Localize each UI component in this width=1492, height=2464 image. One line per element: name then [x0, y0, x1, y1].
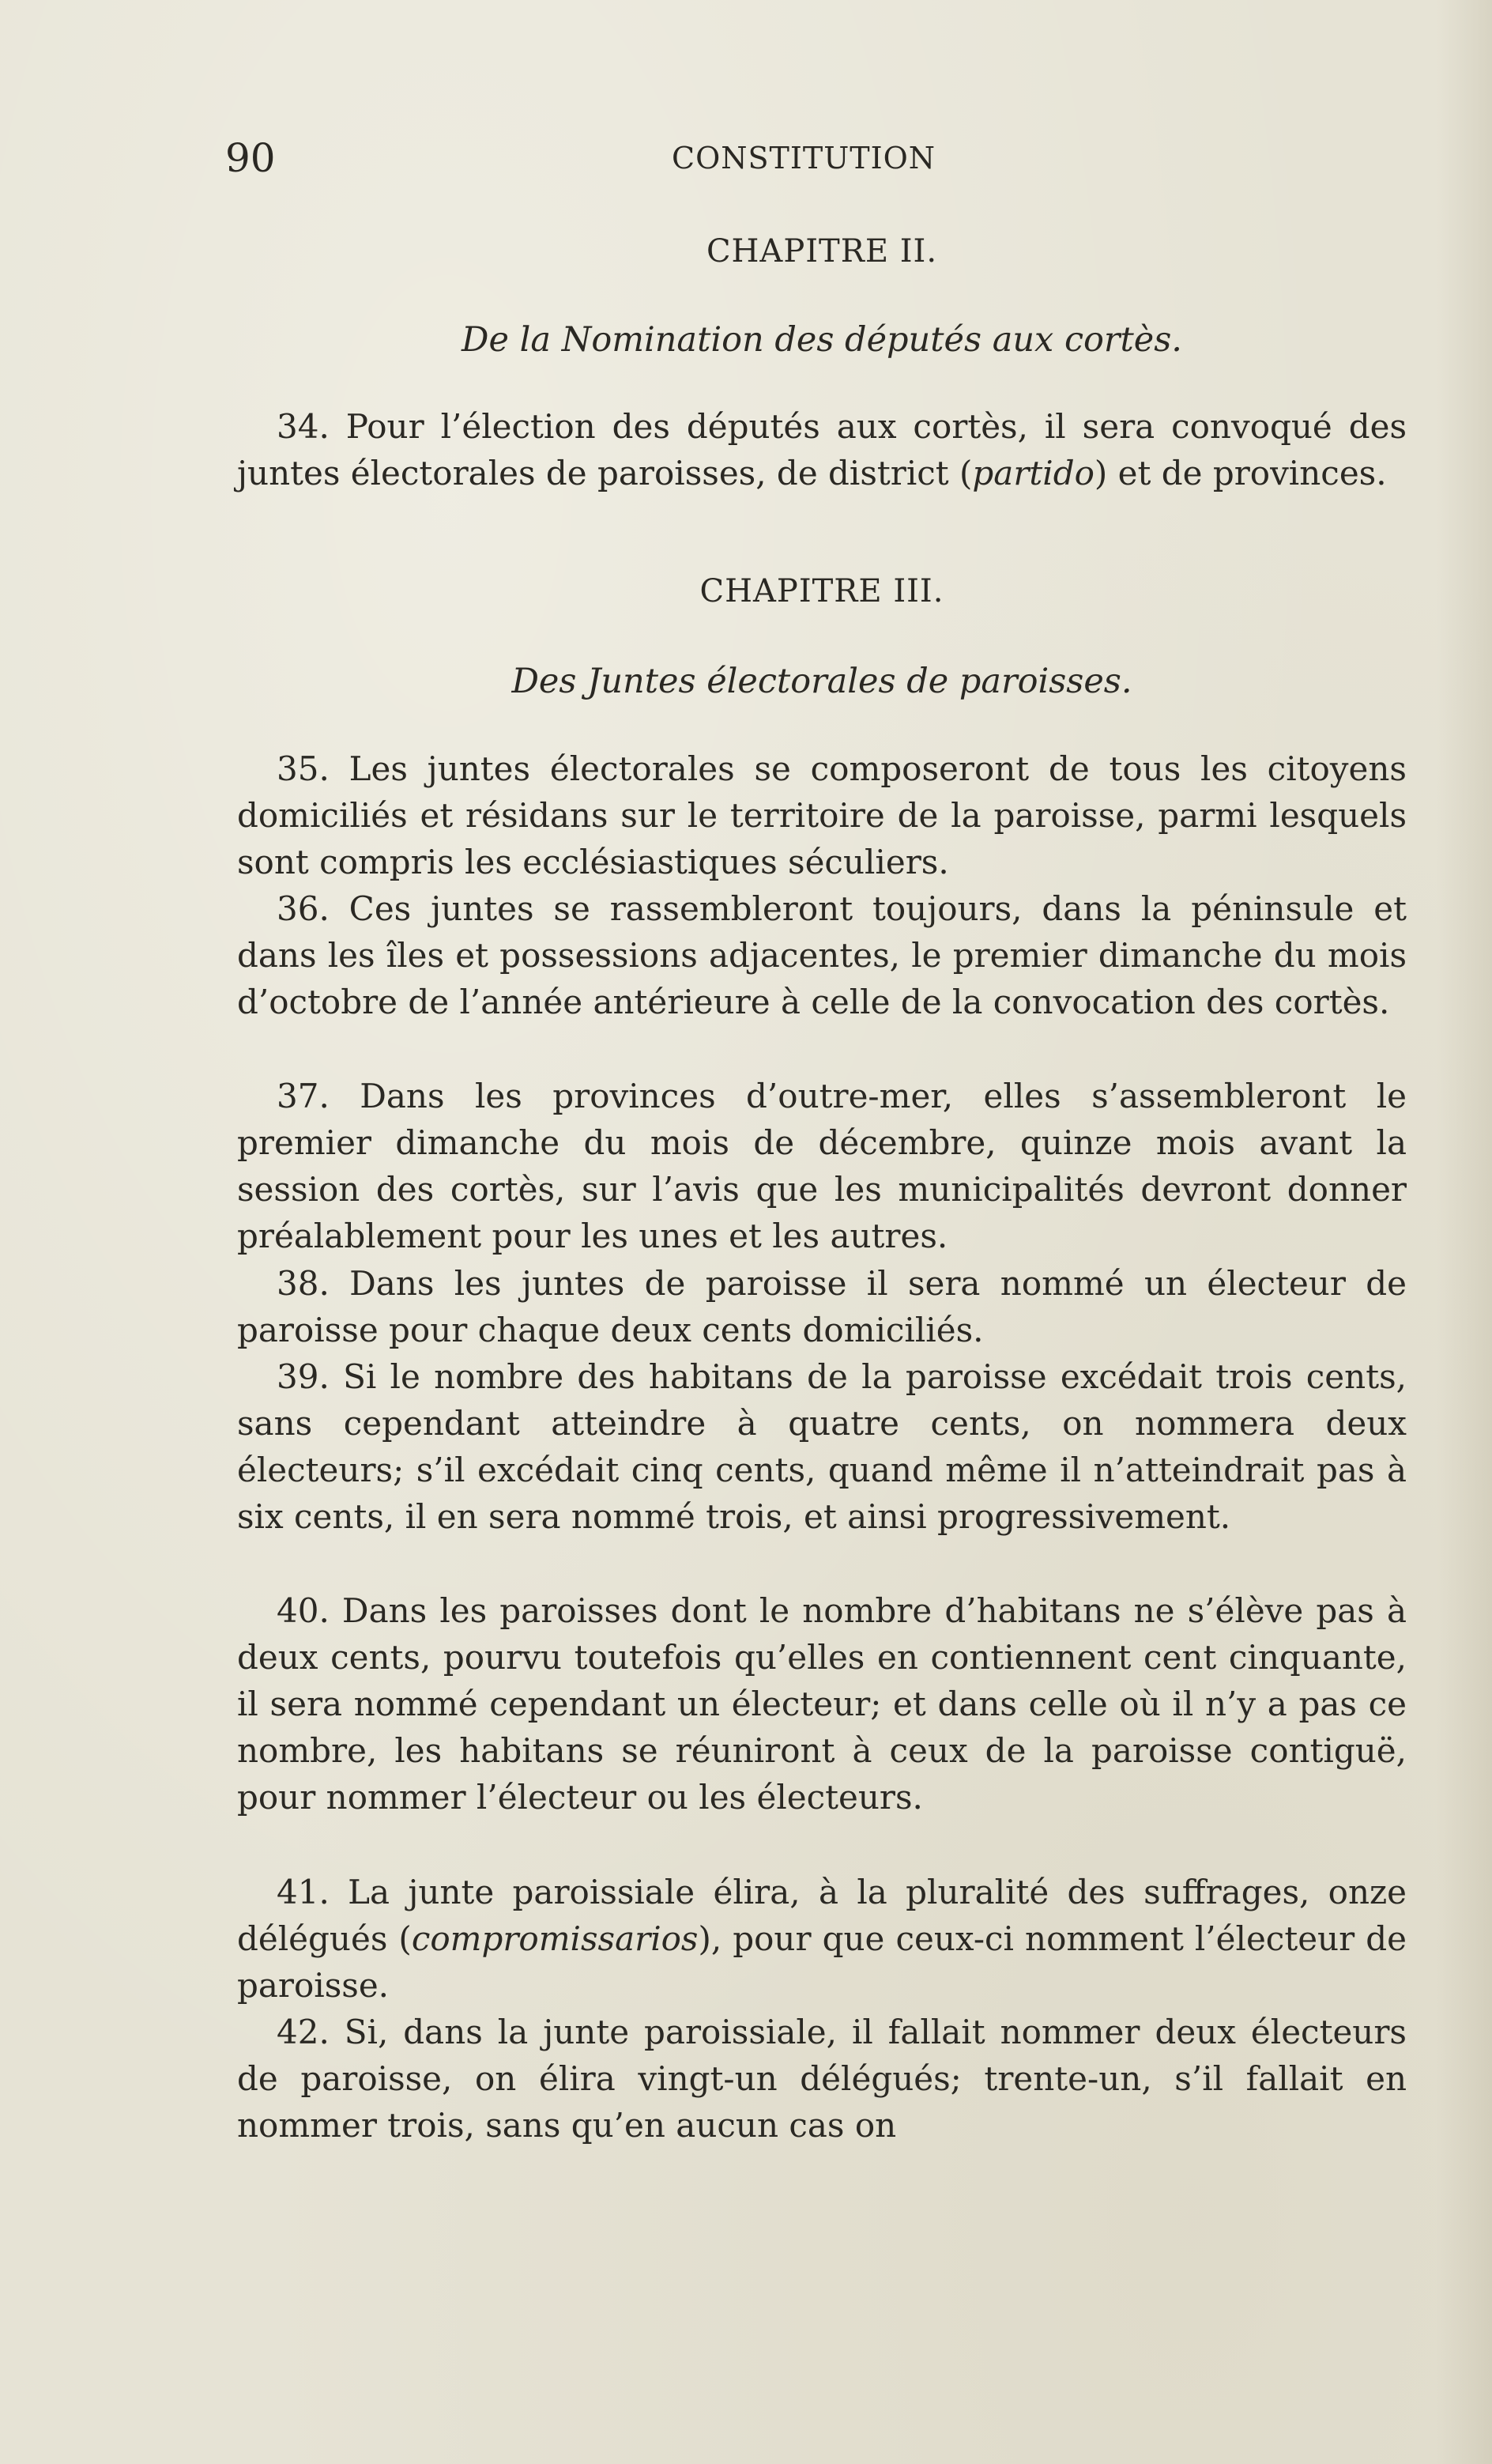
article-41: [237, 1869, 1407, 2009]
article-35: [237, 745, 1407, 885]
chapter-subtitle: Des Juntes électorales de paroisses.: [511, 662, 1132, 701]
article-italic-term: partido: [972, 454, 1095, 492]
chapter-heading: CHAPITRE III.: [699, 573, 944, 609]
article-text: 41. La junte paroissiale élira, à la pluralité des suffrages, onze délégués (: [237, 1873, 1407, 1958]
article-34: [237, 403, 1407, 496]
article-37: [237, 1073, 1407, 1259]
article-italic-term: compromissarios: [411, 1919, 699, 1958]
article-40: [237, 1587, 1407, 1821]
page-gutter: [1437, 0, 1492, 2464]
article-text: 34. Pour l’élection des députés aux cortès, il sera convoqué des juntes électorales de paroisses, de district (: [237, 407, 1407, 492]
article-text: 39. Si le nombre des habitans de la paroisse excédait trois cents, sans cependant atteindre à quatre cents, on nommera deux électeurs; s’il excédait cinq cents, quand même il n’atteindrait pas à six cents, il en sera nommé trois, et ainsi progressivement.: [237, 1357, 1407, 1536]
chapter-heading: CHAPITRE II.: [706, 233, 938, 270]
running-head: CONSTITUTION: [672, 141, 936, 175]
article-text: 37. Dans les provinces d’outre-mer, elles s’assembleront le premier dimanche du mois de décembre, quinze mois avant la session des cortès, sur l’avis que les municipalités devront donner préalablement pour les unes et les autres.: [237, 1077, 1407, 1255]
article-text: 40. Dans les paroisses dont le nombre d’habitans ne s’élève pas à deux cents, pourvu toutefois qu’elles en contiennent cent cinquante, il sera nommé cependant un électeur; et dans celle où il n’y a pas ce nombre, les habitans se réuniront à ceux de la paroisse contiguë, pour nommer l’électeur ou les électeurs.: [237, 1591, 1407, 1817]
article-text: 35. Les juntes électorales se composeront de tous les citoyens domiciliés et résidans sur le territoire de la paroisse, parmi lesquels sont compris les ecclésiastiques séculiers.: [237, 749, 1407, 881]
article-36: [237, 885, 1407, 1025]
article-text: 42. Si, dans la junte paroissiale, il fallait nommer deux électeurs de paroisse, on élira vingt-un délégués; trente-un, s’il fallait en nommer trois, sans qu’en aucun cas on: [237, 2013, 1407, 2145]
article-42: [237, 2009, 1407, 2149]
chapter-subtitle: De la Nomination des députés aux cortès.: [462, 320, 1182, 360]
page-header: [225, 134, 1411, 182]
article-text-tail: ) et de provinces.: [1094, 454, 1387, 492]
article-text-tail: ), pour que ceux-ci nomment l’électeur de paroisse.: [237, 1919, 1407, 2005]
article-38: [237, 1260, 1407, 1353]
page-number: 90: [225, 135, 276, 181]
article-text: 36. Ces juntes se rassembleront toujours, dans la péninsule et dans les îles et possessions adjacentes, le premier dimanche du mois d’octobre de l’année antérieure à celle de la convocation des cortès.: [237, 889, 1407, 1021]
article-text: 38. Dans les juntes de paroisse il sera nommé un électeur de paroisse pour chaque deux cents domiciliés.: [237, 1264, 1407, 1349]
article-39: [237, 1353, 1407, 1540]
